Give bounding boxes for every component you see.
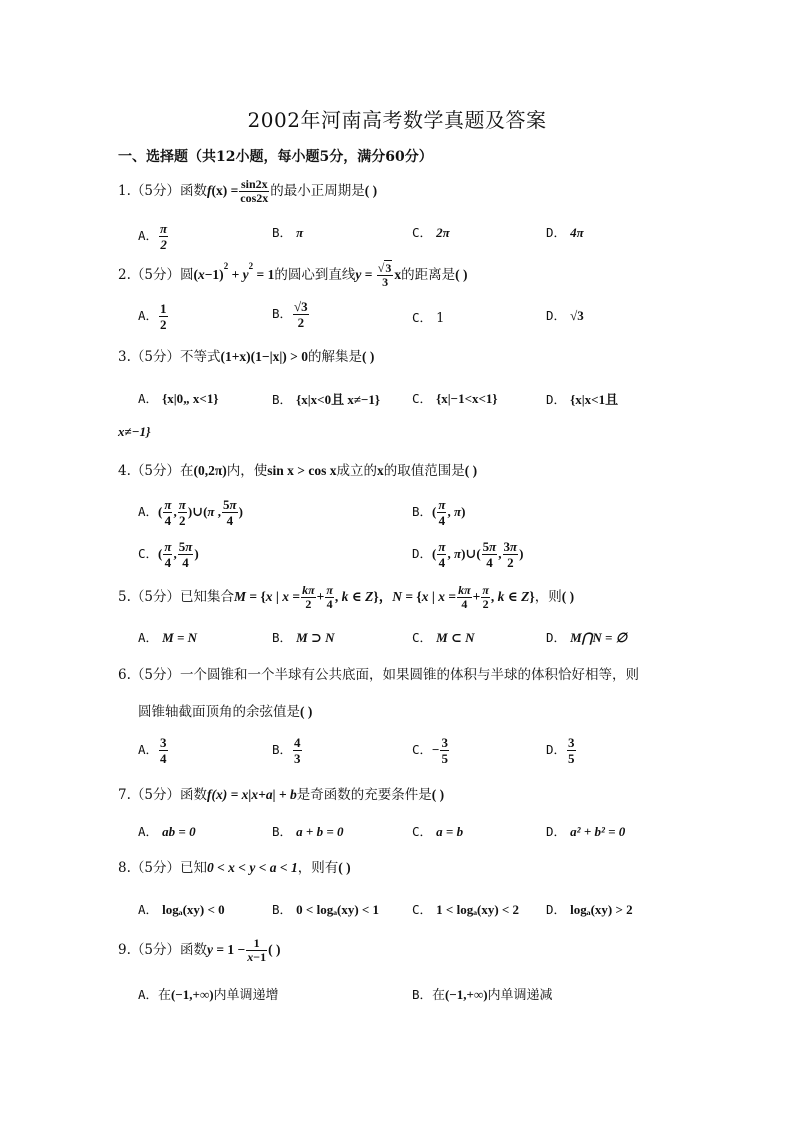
option-b: B． a + b = 0 <box>272 824 344 839</box>
question-stem-mid: 的圆心到直线 <box>274 267 356 283</box>
option-a: A． $\frac{\pi}{2}$ <box>138 221 168 252</box>
answer-paren: ( ) <box>464 463 478 478</box>
option-d-continued: x≠−1} <box>118 424 151 439</box>
option-a: A． $\frac{3}{4}$ <box>138 735 167 766</box>
answer-paren: ( ) <box>431 787 445 802</box>
option-a: A． {x|0„ x<1} <box>138 391 219 406</box>
question-stem: 不等式 <box>179 349 221 365</box>
formula: f <box>206 183 212 198</box>
question-score: （5分） <box>130 667 180 683</box>
question-number: 9. <box>118 942 131 958</box>
question-2: 2.（5分）圆$(x-1)^2 + y^2 = 1$的圆心到直线y = $\frac{√3}{3}$ x的距离是( ) <box>118 261 468 289</box>
question-stem: 圆 <box>179 267 194 283</box>
question-8 <box>118 858 351 878</box>
option-d: D．( $\frac{\pi}{4}$ , π)∪( $\frac{5\pi}{4}$ , $\frac{3\pi}{2}$ ) <box>412 539 524 570</box>
question-5: 5.（5分）已知集合M = {x | x = $\frac{k\pi}{2}$ + $\frac{\pi}{4}$ , k ∈ Z}，N = {x | x = $\frac{k\pi}{4}$ + $\frac{\pi}{2}$ , k ∈ Z}，则( ) <box>118 583 575 611</box>
option-b: B． {x|x<0且 x≠−1} <box>272 392 380 407</box>
question-stem: 已知 <box>179 860 207 876</box>
question-stem-tail: 的解集是 <box>308 349 362 365</box>
question-stem-tail: 的最小正周期是 <box>270 183 365 199</box>
question-stem: 在 <box>179 463 194 479</box>
option-b: B． M ⊃ N <box>272 630 335 645</box>
option-a: A． ab = 0 <box>138 824 196 839</box>
question-score: （5分） <box>130 183 180 199</box>
formula: 0 < x < y < a < 1 <box>206 860 298 875</box>
option-d: D． M⋂N = ∅ <box>546 630 628 645</box>
option-b: B． $\frac{√3}{2}$ <box>272 299 308 330</box>
formula: $(x-1)^2 + y^2 = 1$ <box>193 261 275 282</box>
option-b: B． π <box>272 225 304 240</box>
answer-paren: ( ) <box>268 942 281 957</box>
fraction: $\frac{√3}{3}$ <box>377 261 392 289</box>
question-score: （5分） <box>130 787 180 803</box>
option-d: D． a² + b² = 0 <box>546 824 626 839</box>
question-stem-tail: 的取值范围是 <box>383 463 465 479</box>
answer-paren: ( ) <box>338 860 351 875</box>
option-d: D． {x|x<1且 <box>546 392 619 407</box>
page-title: 2002年河南高考数学真题及答案 <box>247 108 547 132</box>
formula: sin x > cos x <box>267 463 337 478</box>
option-b: B． $\frac{4}{3}$ <box>272 735 301 766</box>
question-number: 5. <box>118 589 131 605</box>
question-stem-tail: 的距离是 <box>401 267 456 283</box>
option-c: C． 2π <box>412 225 450 240</box>
answer-paren: ( ) <box>455 267 468 282</box>
option-c: C． 1 < logₐ(xy) < 2 <box>412 902 520 917</box>
answer-paren: ( ) <box>364 183 378 198</box>
question-stem-tail: 是奇函数的充要条件是 <box>296 787 432 803</box>
answer-paren: ( ) <box>300 704 313 719</box>
fraction: $\frac{1}{x-1}$ <box>247 936 267 964</box>
option-c: C． M ⊂ N <box>412 630 475 645</box>
option-c: C．− $\frac{3}{5}$ <box>412 735 448 766</box>
question-6 <box>118 665 639 685</box>
question-stem-tail: ，则有 <box>297 860 339 876</box>
formula: N = {x | x = <box>392 589 457 604</box>
question-7 <box>118 785 444 805</box>
question-stem-tail: ，则 <box>534 589 562 605</box>
option-a: A．在(−1,+∞)内单调递增 <box>138 987 279 1003</box>
question-stem: 函数 <box>179 942 207 958</box>
option-c: C． {x|−1<x<1} <box>412 391 498 406</box>
question-score: （5分） <box>130 463 180 479</box>
question-9 <box>118 937 280 964</box>
option-c: C． 1 <box>412 310 445 326</box>
question-number: 4. <box>118 463 131 479</box>
question-number: 7. <box>118 787 131 803</box>
question-stem: 已知集合 <box>179 589 234 605</box>
option-d: D． logₐ(xy) > 2 <box>546 902 633 917</box>
question-1: 1.（5分）函数f(x) = $\frac{\sin 2x}{\cos 2x}$ 的最小正周期是( ) <box>118 177 378 205</box>
option-a: A．( $\frac{\pi}{4}$ , $\frac{\pi}{2}$ )∪(π , $\frac{5\pi}{4}$ ) <box>138 497 243 528</box>
option-c: C． a = b <box>412 824 464 839</box>
question-stem: 函数 <box>179 787 207 803</box>
answer-paren: ( ) <box>362 349 375 364</box>
option-d: D． $\frac{3}{5}$ <box>546 735 575 766</box>
formula: (0,2π) <box>193 463 227 478</box>
formula: M = {x | x = <box>233 589 301 604</box>
question-3 <box>118 347 374 367</box>
question-score: （5分） <box>130 589 180 605</box>
question-score: （5分） <box>130 860 180 876</box>
question-stem: 一个圆锥和一个半球有公共底面，如果圆锥的体积与半球的体积恰好相等，则 <box>179 667 639 683</box>
fraction: $\frac{\sin 2x}{\cos 2x}$ <box>240 177 269 205</box>
question-4: 4.（5分）在(0,2π)内，使sin x > cos x成立的x的取值范围是( ) <box>118 463 478 479</box>
option-a: A． $\frac{1}{2}$ <box>138 301 167 332</box>
question-score: （5分） <box>130 267 180 283</box>
option-b: B．在(−1,+∞)内单调递减 <box>412 987 553 1003</box>
option-b: B．( $\frac{\pi}{4}$ , π) <box>412 497 466 528</box>
question-score: （5分） <box>130 349 180 365</box>
formula: f(x) = x|x+a| + b <box>206 787 297 802</box>
question-score: （5分） <box>130 942 180 958</box>
formula: y = 1 − <box>206 942 246 957</box>
question-number: 2. <box>118 267 131 283</box>
option-b: B． 0 < logₐ(xy) < 1 <box>272 902 380 917</box>
option-d: D． 4π <box>546 225 584 240</box>
question-stem-tail: 圆锥轴截面顶角的余弦值是 <box>138 704 300 720</box>
answer-paren: ( ) <box>561 589 575 604</box>
question-number: 6. <box>118 667 131 683</box>
option-c: C．( $\frac{\pi}{4}$ , $\frac{5\pi}{4}$ ) <box>138 539 199 570</box>
formula: (1+x)(1−|x|) > 0 <box>220 349 308 364</box>
option-a: A． logₐ(xy) < 0 <box>138 902 225 917</box>
question-number: 1. <box>118 183 131 199</box>
question-stem: 函数 <box>179 183 207 199</box>
question-number: 3. <box>118 349 131 365</box>
option-a: A． M = N <box>138 630 198 645</box>
question-number: 8. <box>118 860 131 876</box>
section-heading: 一、选择题（共12小题，每小题5分，满分60分） <box>118 149 433 165</box>
option-d: D． √3 <box>546 308 584 323</box>
question-6-continued <box>138 702 312 722</box>
